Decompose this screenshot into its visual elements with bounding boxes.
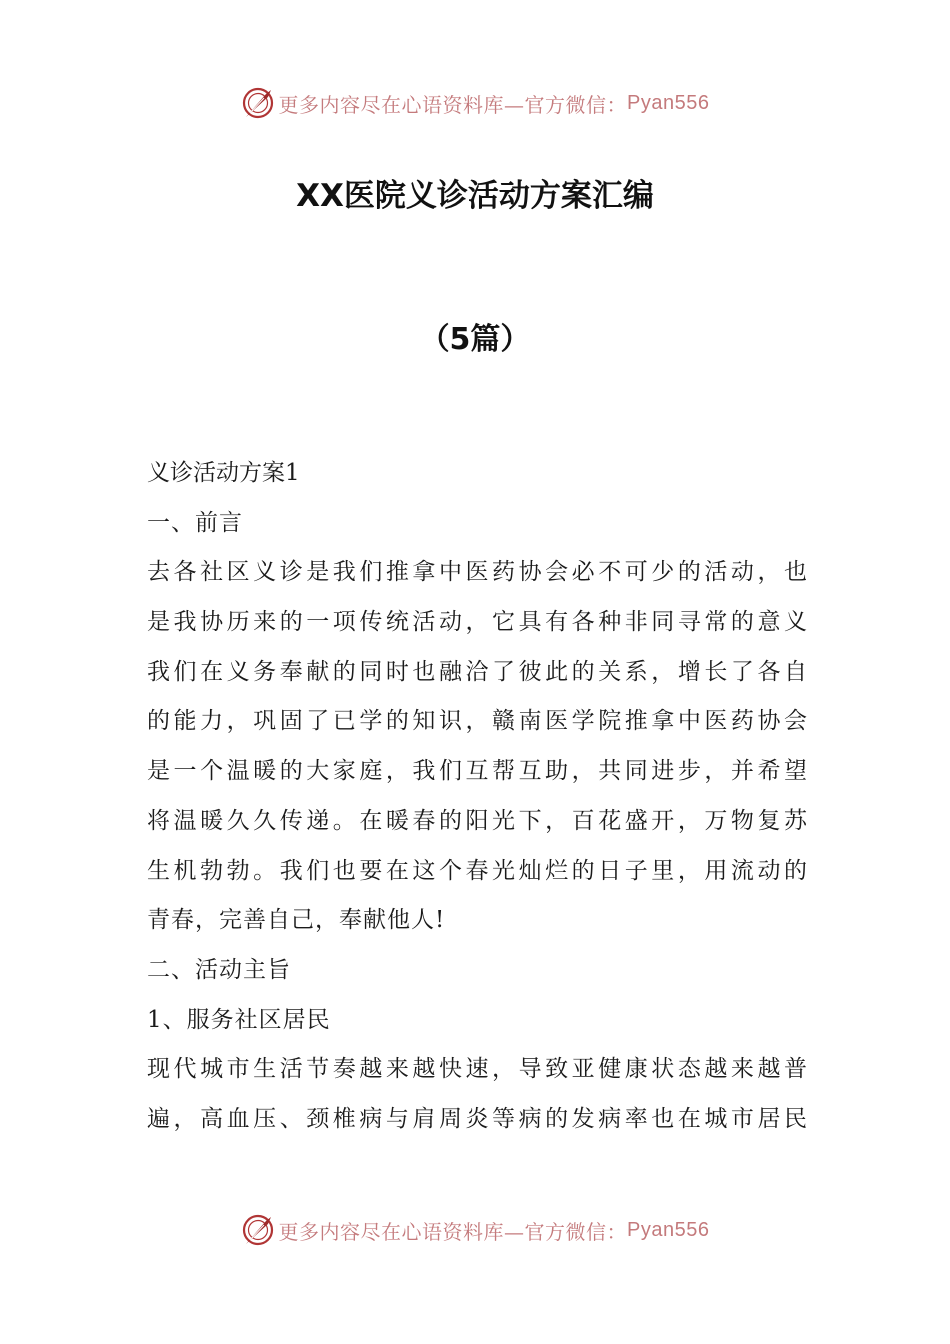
header-wechat-id: Pyan556	[627, 91, 710, 114]
quill-pen-logo-icon	[241, 1213, 275, 1247]
paragraph-line: 是一个温暖的大家庭，我们互帮互助，共同进步，并希望	[147, 758, 807, 785]
paragraph-line: 将温暖久久传递。在暖春的阳光下，百花盛开，万物复苏	[147, 807, 807, 834]
footer-wechat-id: Pyan556	[627, 1218, 710, 1241]
section-heading: 义诊活动方案1	[147, 460, 300, 486]
paragraph-line: 是我协历来的一项传统活动，它具有各种非同寻常的意义	[147, 609, 807, 636]
footer-banner-text: 更多内容尽在心语资料库—官方微信：	[278, 1219, 628, 1244]
section-heading: 1、服务社区居民	[147, 1006, 331, 1033]
footer-banner	[0, 1212, 950, 1248]
paragraph-line: 青春，完善自己，奉献他人!	[147, 907, 446, 934]
header-banner	[0, 85, 950, 121]
document-subtitle: （5篇）	[419, 322, 531, 357]
header-banner-text: 更多内容尽在心语资料库—官方微信：	[278, 92, 628, 117]
document-title: XX医院义诊活动方案汇编	[296, 178, 654, 214]
document-body	[147, 454, 807, 1150]
paragraph-line: 生机勃勃。我们也要在这个春光灿烂的日子里，用流动的	[147, 857, 807, 884]
quill-pen-logo-icon	[241, 86, 275, 120]
paragraph-line: 去各社区义诊是我们推拿中医药协会必不可少的活动，也	[147, 559, 807, 586]
paragraph-line: 现代城市生活节奏越来越快速，导致亚健康状态越来越普	[147, 1056, 807, 1083]
paragraph-line: 遍，高血压、颈椎病与肩周炎等病的发病率也在城市居民	[147, 1105, 807, 1132]
section-heading: 二、活动主旨	[147, 956, 291, 983]
paragraph-line: 我们在义务奉献的同时也融洽了彼此的关系，增长了各自	[147, 658, 807, 685]
paragraph-line: 的能力，巩固了已学的知识，赣南医学院推拿中医药协会	[147, 708, 807, 735]
section-heading: 一、前言	[147, 509, 243, 536]
